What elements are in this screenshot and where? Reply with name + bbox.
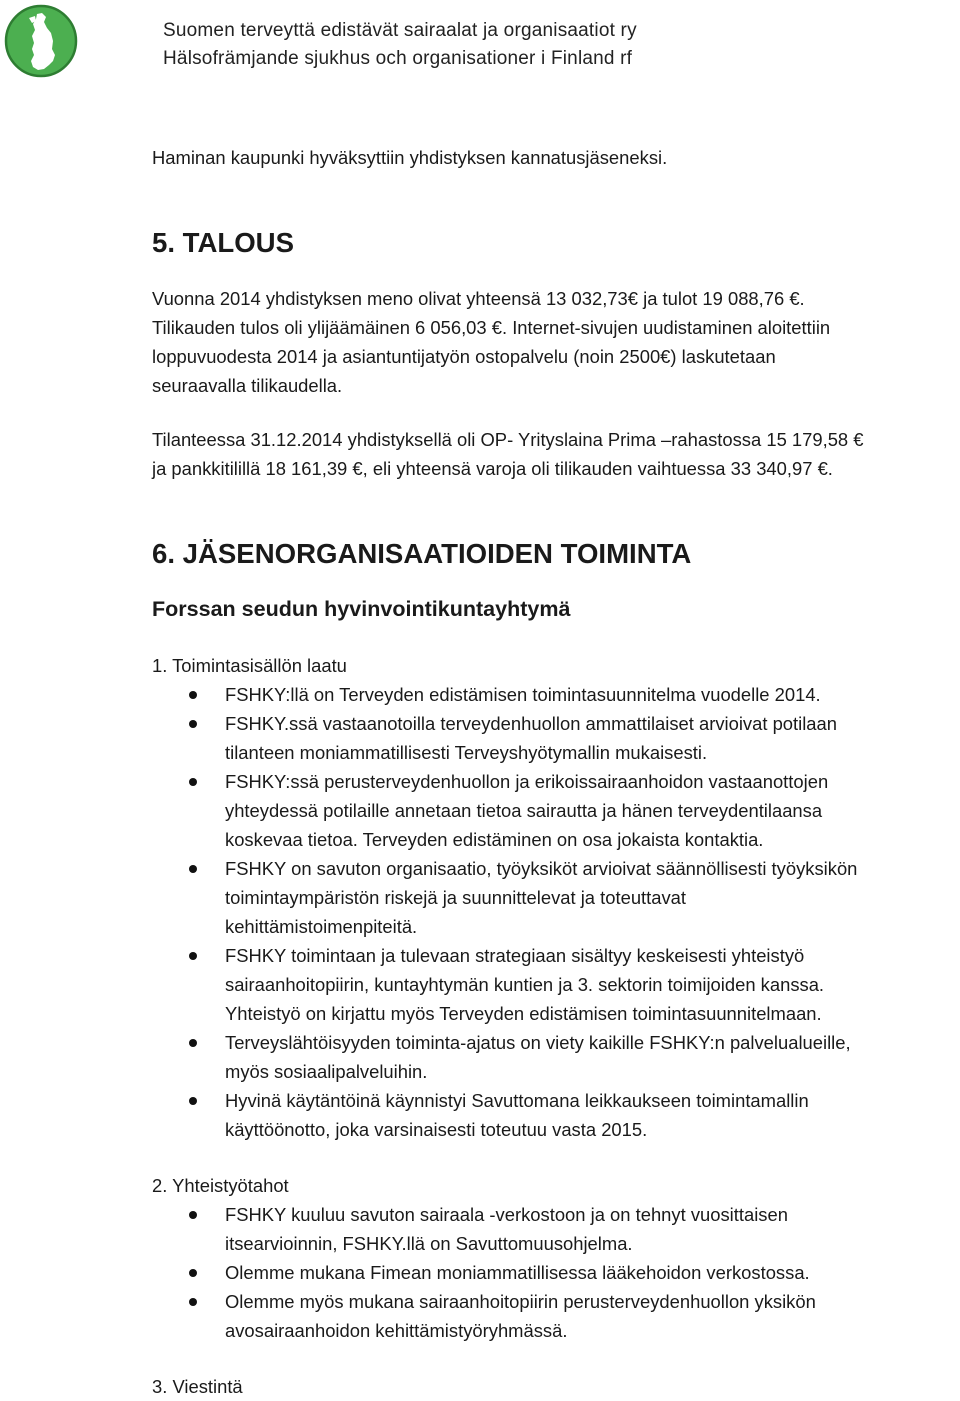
- list-item-line: FSHKY:ssä perusterveydenhuollon ja erikoissairaanhoidon vastaanottojen: [225, 771, 829, 792]
- list-item-line: kehittämistoimenpiteitä.: [225, 916, 418, 937]
- list-item: [152, 1258, 957, 1287]
- organization-name: [163, 17, 637, 73]
- section-heading-jasenorganisaatiot: 6. JÄSENORGANISAATIOIDEN TOIMINTA: [152, 538, 692, 569]
- list-item: [152, 854, 957, 941]
- list-item-line: Olemme myös mukana sairaanhoitopiirin perusterveydenhuollon yksikön: [225, 1291, 816, 1312]
- list-item: [152, 1200, 957, 1258]
- list-item: [152, 767, 957, 854]
- finance-line: seuraavalla tilikaudella.: [152, 375, 343, 396]
- organization-name-fi: Suomen terveyttä edistävät sairaalat ja organisaatiot ry: [163, 20, 637, 41]
- list-item-line: yhteydessä potilaille annetaan tietoa sairautta ja hänen terveydentilaansa: [225, 800, 823, 821]
- finance-paragraph: [152, 284, 957, 400]
- organization-subheading: Forssan seudun hyvinvointikuntayhtymä: [152, 597, 571, 621]
- balance-line: ja pankkitilillä 18 161,39 €, eli yhteensä varoja oli tilikauden vaihtuessa 33 340,97 €.: [152, 458, 833, 479]
- list-item-line: koskevaa tietoa. Terveyden edistäminen on osa jokaista kontaktia.: [225, 829, 764, 850]
- list-item-line: Olemme mukana Fimean moniammatillisessa lääkehoidon verkostossa.: [225, 1262, 810, 1283]
- list-item: [152, 709, 957, 767]
- intro-paragraph: Haminan kaupunki hyväksyttiin yhdistyksen kannatusjäseneksi.: [152, 147, 668, 168]
- list-item: [152, 680, 957, 709]
- subsection-title-communication: 3. Viestintä: [152, 1376, 243, 1397]
- list-item: [152, 1287, 957, 1345]
- subsection-title-cooperation: 2. Yhteistyötahot: [152, 1175, 289, 1196]
- list-item-line: sairaanhoitopiirin, kuntayhtymän kuntien ja 3. sektorin toimijoiden kanssa.: [225, 974, 825, 995]
- finance-line: Vuonna 2014 yhdistyksen meno olivat yhteensä 13 032,73€ ja tulot 19 088,76 €.: [152, 288, 805, 309]
- list-item-line: Hyvinä käytäntöinä käynnistyi Savuttomana leikkaukseen toimintamallin: [225, 1090, 809, 1111]
- list-item-line: käyttöönotto, joka varsinaisesti toteutuu vasta 2015.: [225, 1119, 648, 1140]
- balance-paragraph: [152, 425, 957, 483]
- list-item-line: myös sosiaalipalveluihin.: [225, 1061, 428, 1082]
- list-item-line: Terveyslähtöisyyden toiminta-ajatus on viety kaikille FSHKY:n palvelualueille,: [225, 1032, 851, 1053]
- finland-map-logo-icon: [3, 3, 79, 79]
- quality-bullet-list: [152, 680, 957, 1144]
- organization-name-sv: Hälsofrämjande sjukhus och organisationer i Finland rf: [163, 48, 633, 69]
- list-item: [152, 941, 957, 1028]
- list-item: [152, 1086, 957, 1144]
- list-item-line: toimintaympäristön riskejä ja suunnittelevat ja toteuttavat: [225, 887, 687, 908]
- cooperation-bullet-list: [152, 1200, 957, 1345]
- list-item-line: FSHKY toimintaan ja tulevaan strategiaan sisältyy keskeisesti yhteistyö: [225, 945, 805, 966]
- section-heading-talous: 5. TALOUS: [152, 227, 294, 258]
- finance-line: Tilikauden tulos oli ylijäämäinen 6 056,03 €. Internet-sivujen uudistaminen aloitettiin: [152, 317, 831, 338]
- list-item-line: Yhteistyö on kirjattu myös Terveyden edistämisen toimintasuunnitelmaan.: [225, 1003, 822, 1024]
- list-item-line: FSHKY:llä on Terveyden edistämisen toimintasuunnitelma vuodelle 2014.: [225, 684, 821, 705]
- list-item-line: avosairaanhoidon kehittämistyöryhmässä.: [225, 1320, 568, 1341]
- subsection-title-quality: 1. Toimintasisällön laatu: [152, 655, 347, 676]
- balance-line: Tilanteessa 31.12.2014 yhdistyksellä oli OP- Yrityslaina Prima –rahastossa 15 179,58 €: [152, 429, 864, 450]
- list-item-line: tilanteen moniammatillisesti Terveyshyötymallin mukaisesti.: [225, 742, 708, 763]
- list-item: [152, 1028, 957, 1086]
- document-body: [152, 143, 957, 1401]
- list-item-line: FSHKY.ssä vastaanotoilla terveydenhuollon ammattilaiset arvioivat potilaan: [225, 713, 837, 734]
- list-item-line: itsearvioinnin, FSHKY.llä on Savuttomuusohjelma.: [225, 1233, 633, 1254]
- list-item-line: FSHKY kuuluu savuton sairaala -verkostoon ja on tehnyt vuosittaisen: [225, 1204, 788, 1225]
- list-item-line: FSHKY on savuton organisaatio, työyksiköt arvioivat säännöllisesti työyksikön: [225, 858, 858, 879]
- finance-line: loppuvuodesta 2014 ja asiantuntijatyön ostopalvelu (noin 2500€) laskutetaan: [152, 346, 776, 367]
